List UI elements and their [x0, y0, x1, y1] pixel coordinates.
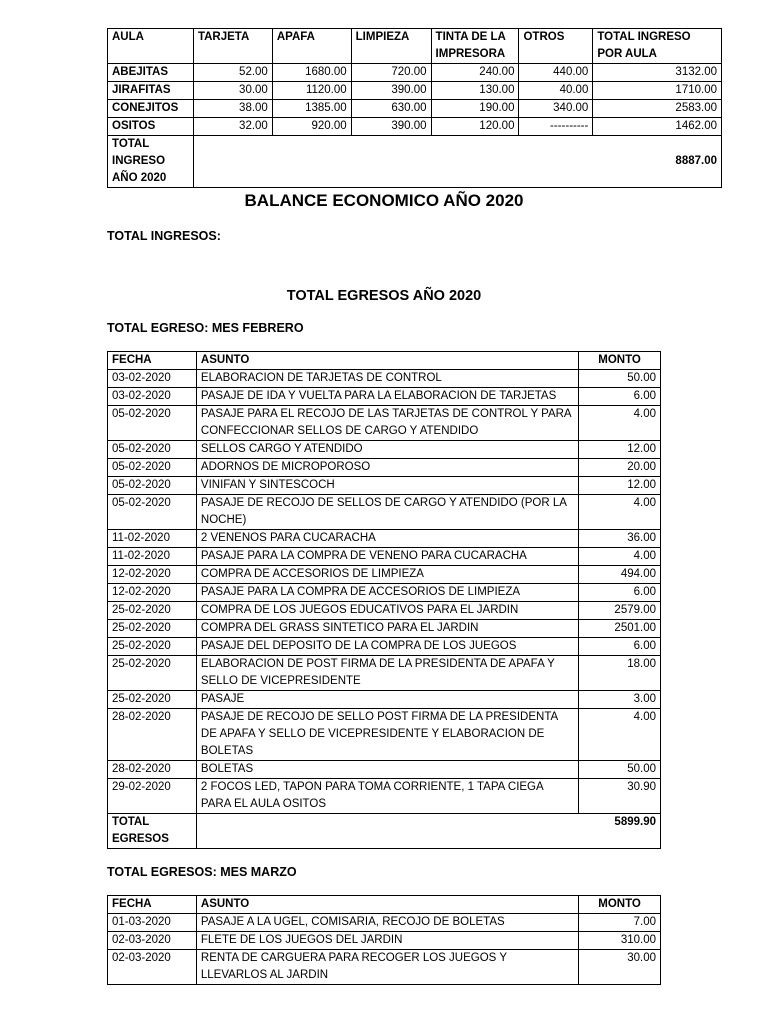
febrero-row-cell: 6.00 — [579, 638, 661, 656]
ingresos-total-value: 8887.00 — [193, 136, 721, 188]
ingresos-row-cell: 1120.00 — [272, 82, 351, 100]
marzo-row-cell: RENTA DE CARGUERA PARA RECOGER LOS JUEGOS Y LLEVARLOS AL JARDIN — [196, 950, 578, 985]
febrero-row-cell: 2 VENENOS PARA CUCARACHA — [196, 530, 578, 548]
febrero-row — [108, 761, 661, 779]
febrero-row — [108, 495, 661, 530]
febrero-row-cell: 25-02-2020 — [108, 620, 197, 638]
ingresos-row — [108, 118, 722, 136]
febrero-row-cell: 05-02-2020 — [108, 459, 197, 477]
ingresos-total-row — [108, 136, 722, 188]
header-total-aula: TOTAL INGRESO POR AULA — [593, 29, 722, 64]
febrero-row-cell: 03-02-2020 — [108, 370, 197, 388]
febrero-row-cell: 05-02-2020 — [108, 495, 197, 530]
febrero-row-cell: COMPRA DEL GRASS SINTETICO PARA EL JARDIN — [196, 620, 578, 638]
febrero-row-cell: 25-02-2020 — [108, 656, 197, 691]
febrero-row — [108, 709, 661, 761]
febrero-row — [108, 548, 661, 566]
febrero-row-cell: 4.00 — [579, 495, 661, 530]
febrero-row — [108, 638, 661, 656]
marzo-row — [108, 950, 661, 985]
febrero-row-cell: ELABORACION DE TARJETAS DE CONTROL — [196, 370, 578, 388]
febrero-total-value: 5899.90 — [196, 814, 660, 849]
ingresos-row-cell: 190.00 — [431, 100, 519, 118]
header-aula: AULA — [108, 29, 194, 64]
header-apafa: APAFA — [272, 29, 351, 64]
febrero-row-cell: 6.00 — [579, 584, 661, 602]
febrero-row — [108, 602, 661, 620]
febrero-row-cell: COMPRA DE LOS JUEGOS EDUCATIVOS PARA EL JARDIN — [196, 602, 578, 620]
febrero-row-cell: 12-02-2020 — [108, 566, 197, 584]
febrero-row-cell: 25-02-2020 — [108, 691, 197, 709]
marzo-row-cell: FLETE DE LOS JUEGOS DEL JARDIN — [196, 932, 578, 950]
marzo-row-cell: 310.00 — [579, 932, 661, 950]
ingresos-row-cell: ---------- — [519, 118, 593, 136]
febrero-row-cell: 11-02-2020 — [108, 548, 197, 566]
febrero-row — [108, 406, 661, 441]
febrero-row — [108, 388, 661, 406]
marzo-heading: TOTAL EGRESOS: MES MARZO — [107, 865, 297, 879]
header-monto: MONTO — [579, 896, 661, 914]
ingresos-row-cell: 32.00 — [193, 118, 272, 136]
febrero-row-cell: PASAJE PARA EL RECOJO DE LAS TARJETAS DE CONTROL Y PARA CONFECCIONAR SELLOS DE CARGO Y ATENDIDO — [196, 406, 578, 441]
febrero-row-cell: 03-02-2020 — [108, 388, 197, 406]
ingresos-body — [108, 64, 722, 136]
ingresos-row-cell: 240.00 — [431, 64, 519, 82]
febrero-row-cell: 4.00 — [579, 406, 661, 441]
ingresos-row-cell: 130.00 — [431, 82, 519, 100]
header-monto: MONTO — [579, 352, 661, 370]
febrero-row-cell: 28-02-2020 — [108, 761, 197, 779]
febrero-row-cell: COMPRA DE ACCESORIOS DE LIMPIEZA — [196, 566, 578, 584]
ingresos-row-cell: 40.00 — [519, 82, 593, 100]
febrero-row-cell: 20.00 — [579, 459, 661, 477]
febrero-row-cell: PASAJE DE RECOJO DE SELLO POST FIRMA DE LA PRESIDENTA DE APAFA Y SELLO DE VICEPRESIDENTE Y ELABORACION DE BOLETAS — [196, 709, 578, 761]
febrero-row — [108, 530, 661, 548]
febrero-row — [108, 566, 661, 584]
ingresos-row-cell: 630.00 — [351, 100, 431, 118]
febrero-heading: TOTAL EGRESO: MES FEBRERO — [107, 321, 304, 335]
febrero-row-cell: 30.90 — [579, 779, 661, 814]
ingresos-row-cell: OSITOS — [108, 118, 194, 136]
ingresos-row-cell: 2583.00 — [593, 100, 722, 118]
ingresos-row — [108, 64, 722, 82]
febrero-row-cell: 2579.00 — [579, 602, 661, 620]
febrero-row-cell: 50.00 — [579, 761, 661, 779]
febrero-row — [108, 459, 661, 477]
ingresos-row-cell: 1385.00 — [272, 100, 351, 118]
ingresos-row-cell: 120.00 — [431, 118, 519, 136]
febrero-row-cell: PASAJE DE IDA Y VUELTA PARA LA ELABORACION DE TARJETAS — [196, 388, 578, 406]
total-ingresos-label: TOTAL INGRESOS: — [107, 229, 221, 243]
marzo-row-cell: PASAJE A LA UGEL, COMISARIA, RECOJO DE BOLETAS — [196, 914, 578, 932]
febrero-row-cell: 29-02-2020 — [108, 779, 197, 814]
febrero-row-cell: SELLOS CARGO Y ATENDIDO — [196, 441, 578, 459]
febrero-row-cell: 05-02-2020 — [108, 441, 197, 459]
febrero-row-cell: 3.00 — [579, 691, 661, 709]
febrero-row-cell: ADORNOS DE MICROPOROSO — [196, 459, 578, 477]
marzo-row-cell: 30.00 — [579, 950, 661, 985]
header-tarjeta: TARJETA — [193, 29, 272, 64]
header-fecha: FECHA — [108, 896, 197, 914]
marzo-row-cell: 02-03-2020 — [108, 932, 197, 950]
egresos-title: TOTAL EGRESOS AÑO 2020 — [286, 288, 482, 304]
febrero-row-cell: 25-02-2020 — [108, 602, 197, 620]
ingresos-row-cell: 720.00 — [351, 64, 431, 82]
febrero-row — [108, 370, 661, 388]
ingresos-table — [107, 28, 722, 188]
ingresos-row-cell: 52.00 — [193, 64, 272, 82]
marzo-table — [107, 895, 661, 985]
ingresos-row-cell: 30.00 — [193, 82, 272, 100]
marzo-row-cell: 7.00 — [579, 914, 661, 932]
ingresos-row-cell: 38.00 — [193, 100, 272, 118]
ingresos-row-cell: 1680.00 — [272, 64, 351, 82]
ingresos-row-cell: 390.00 — [351, 82, 431, 100]
febrero-row-cell: 50.00 — [579, 370, 661, 388]
febrero-row-cell: 6.00 — [579, 388, 661, 406]
febrero-body — [108, 370, 661, 814]
febrero-total-row — [108, 814, 661, 849]
ingresos-row-cell: 3132.00 — [593, 64, 722, 82]
febrero-total-label: TOTAL EGRESOS — [108, 814, 197, 849]
header-asunto: ASUNTO — [196, 352, 578, 370]
febrero-row-cell: PASAJE PARA LA COMPRA DE VENENO PARA CUCARACHA — [196, 548, 578, 566]
febrero-row-cell: 494.00 — [579, 566, 661, 584]
febrero-row-cell: 2 FOCOS LED, TAPON PARA TOMA CORRIENTE, 1 TAPA CIEGA PARA EL AULA OSITOS — [196, 779, 578, 814]
ingresos-row-cell: ABEJITAS — [108, 64, 194, 82]
ingresos-row-cell: 1462.00 — [593, 118, 722, 136]
febrero-row-cell: PASAJE — [196, 691, 578, 709]
marzo-row — [108, 914, 661, 932]
febrero-row-cell: 11-02-2020 — [108, 530, 197, 548]
febrero-row-cell: VINIFAN Y SINTESCOCH — [196, 477, 578, 495]
marzo-row — [108, 932, 661, 950]
febrero-header-row — [108, 352, 661, 370]
ingresos-row-cell: 1710.00 — [593, 82, 722, 100]
ingresos-header-row — [108, 29, 722, 64]
marzo-header-row — [108, 896, 661, 914]
febrero-row-cell: PASAJE PARA LA COMPRA DE ACCESORIOS DE LIMPIEZA — [196, 584, 578, 602]
febrero-table — [107, 351, 661, 849]
febrero-row-cell: 18.00 — [579, 656, 661, 691]
febrero-row-cell: BOLETAS — [196, 761, 578, 779]
header-asunto: ASUNTO — [196, 896, 578, 914]
marzo-body — [108, 914, 661, 985]
header-limpieza: LIMPIEZA — [351, 29, 431, 64]
header-fecha: FECHA — [108, 352, 197, 370]
febrero-row — [108, 477, 661, 495]
febrero-row-cell: PASAJE DE RECOJO DE SELLOS DE CARGO Y ATENDIDO (POR LA NOCHE) — [196, 495, 578, 530]
header-otros: OTROS — [519, 29, 593, 64]
febrero-row-cell: 12-02-2020 — [108, 584, 197, 602]
febrero-row — [108, 656, 661, 691]
febrero-row — [108, 584, 661, 602]
febrero-row-cell: PASAJE DEL DEPOSITO DE LA COMPRA DE LOS JUEGOS — [196, 638, 578, 656]
marzo-row-cell: 01-03-2020 — [108, 914, 197, 932]
ingresos-row-cell: JIRAFITAS — [108, 82, 194, 100]
febrero-row-cell: 36.00 — [579, 530, 661, 548]
marzo-row-cell: 02-03-2020 — [108, 950, 197, 985]
ingresos-total-label: TOTAL INGRESO AÑO 2020 — [108, 136, 194, 188]
febrero-row-cell: 05-02-2020 — [108, 477, 197, 495]
febrero-row — [108, 779, 661, 814]
febrero-row-cell: 12.00 — [579, 441, 661, 459]
febrero-row-cell: 4.00 — [579, 709, 661, 761]
febrero-row-cell: 28-02-2020 — [108, 709, 197, 761]
ingresos-row — [108, 82, 722, 100]
page-title: BALANCE ECONOMICO AÑO 2020 — [244, 191, 524, 210]
ingresos-row-cell: 920.00 — [272, 118, 351, 136]
febrero-row — [108, 441, 661, 459]
febrero-row-cell: ELABORACION DE POST FIRMA DE LA PRESIDENTA DE APAFA Y SELLO DE VICEPRESIDENTE — [196, 656, 578, 691]
febrero-row-cell: 4.00 — [579, 548, 661, 566]
ingresos-row-cell: CONEJITOS — [108, 100, 194, 118]
febrero-row — [108, 620, 661, 638]
febrero-row-cell: 25-02-2020 — [108, 638, 197, 656]
ingresos-row — [108, 100, 722, 118]
febrero-row — [108, 691, 661, 709]
ingresos-row-cell: 390.00 — [351, 118, 431, 136]
febrero-row-cell: 05-02-2020 — [108, 406, 197, 441]
febrero-row-cell: 12.00 — [579, 477, 661, 495]
febrero-row-cell: 2501.00 — [579, 620, 661, 638]
ingresos-row-cell: 340.00 — [519, 100, 593, 118]
ingresos-row-cell: 440.00 — [519, 64, 593, 82]
header-tinta: TINTA DE LA IMPRESORA — [431, 29, 519, 64]
